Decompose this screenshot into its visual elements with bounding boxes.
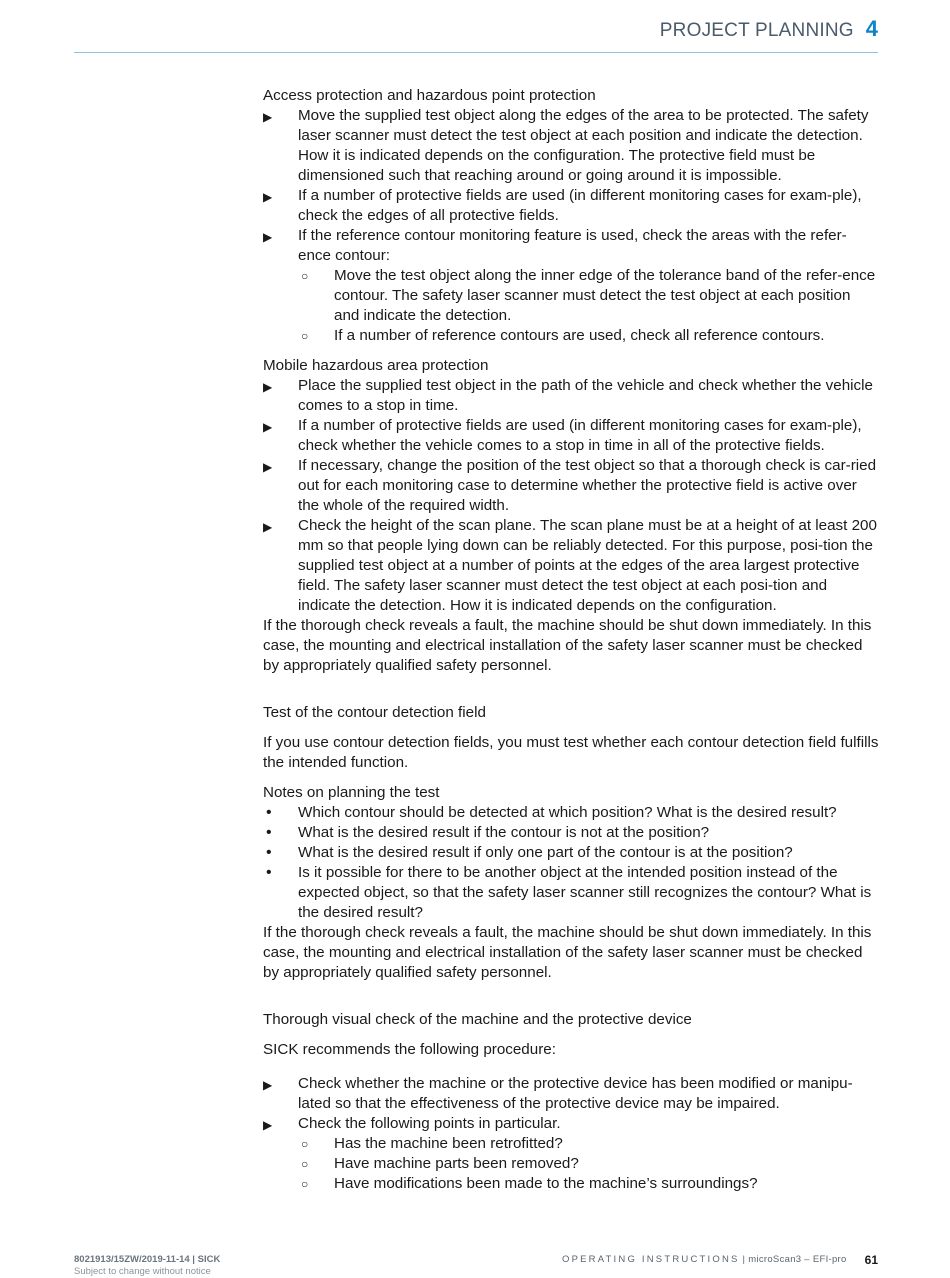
sub-list-item xyxy=(298,326,879,346)
list-item xyxy=(263,226,879,346)
mobile-protection-label: Mobile hazardous area protection xyxy=(263,357,489,374)
list-item-text: Which contour should be detected at which position? What is the desired result? xyxy=(298,804,837,821)
sub-list-item xyxy=(298,266,879,326)
chapter-number: 4 xyxy=(865,16,878,41)
triangle-bullet-icon: ▶ xyxy=(263,420,273,434)
sub-list-item xyxy=(298,1174,879,1194)
sub-list-item xyxy=(298,1134,879,1154)
list-item-text: Have machine parts been removed? xyxy=(334,1155,579,1172)
list-item-text: If the reference contour monitoring feature is used, check the areas with the refer-ence contour: xyxy=(298,227,847,264)
list-item xyxy=(263,1074,879,1114)
main-content xyxy=(263,86,879,1194)
contour-section-heading: Test of the contour detection field xyxy=(263,704,486,721)
visual-check-heading: Thorough visual check of the machine and the protective device xyxy=(263,1011,692,1028)
list-item-text: If necessary, change the position of the test object so that a thorough check is car-ried out for each monitoring case to determine whether the protective field is active over the whole of the required width. xyxy=(298,457,877,514)
contour-intro: If you use contour detection fields, you must test whether each contour detection field fulfills the intended function. xyxy=(263,734,879,771)
triangle-bullet-icon: ▶ xyxy=(263,190,273,204)
list-item-text: Have modifications been made to the machine’s surroundings? xyxy=(334,1175,758,1192)
points-sublist xyxy=(298,1134,879,1194)
list-item-text: What is the desired result if only one part of the contour is at the position? xyxy=(298,844,793,861)
list-item xyxy=(263,186,879,226)
triangle-bullet-icon: ▶ xyxy=(263,1078,273,1092)
list-item-text: Is it possible for there to be another object at the intended position instead of the expected object, so that the safety laser scanner still recognizes the contour? What is the desired result? xyxy=(298,864,872,921)
circle-bullet-icon: ○ xyxy=(301,269,309,283)
list-item-text: Place the supplied test object in the path of the vehicle and check whether the vehicle comes to a stop in time. xyxy=(298,377,873,414)
triangle-bullet-icon: ▶ xyxy=(263,460,273,474)
access-protection-label: Access protection and hazardous point protection xyxy=(263,87,596,104)
mobile-protection-list xyxy=(263,376,879,616)
list-item-text: Move the test object along the inner edge of the tolerance band of the refer-ence contour. The safety laser scanner must detect the test object at each position and indicate the detection. xyxy=(334,267,876,324)
list-item-text: Move the supplied test object along the edges of the area to be protected. The safety laser scanner must detect the test object at each position and indicate the detection. How it is indicated depends on the configuration. The protective field must be dimensioned such that reaching around or going around it is impossible. xyxy=(298,107,869,184)
footer-doc-info xyxy=(74,1254,220,1278)
list-item xyxy=(263,863,879,923)
sub-list-item xyxy=(298,1154,879,1174)
list-item-text: If a number of reference contours are used, check all reference contours. xyxy=(334,327,825,344)
header-chapter xyxy=(660,16,878,42)
notes-list xyxy=(263,803,879,923)
list-item-text: Check the height of the scan plane. The scan plane must be at a height of at least 200 mm so that people lying down can be reliably detected. For this purpose, posi-tion the supplied test object at a number of points at the edges of the area largest protective field. The safety laser scanner must detect the test object at each posi-tion and indicate the detection. How it is indicated depends on the configuration. xyxy=(298,517,877,614)
triangle-bullet-icon: ▶ xyxy=(263,520,273,534)
list-item-text: What is the desired result if the contour is not at the position? xyxy=(298,824,710,841)
access-protection-list xyxy=(263,106,879,346)
triangle-bullet-icon: ▶ xyxy=(263,230,273,244)
change-notice: Subject to change without notice xyxy=(74,1266,211,1277)
list-item xyxy=(263,516,879,616)
list-item xyxy=(263,823,879,843)
fault-paragraph: If the thorough check reveals a fault, the machine should be shut down immediately. In this case, the mounting and electrical installation of the safety laser scanner must be checked by appropriately qualified safety personnel. xyxy=(263,924,872,981)
page-number: 61 xyxy=(864,1253,878,1267)
triangle-bullet-icon: ▶ xyxy=(263,1118,273,1132)
dot-bullet-icon: • xyxy=(266,844,272,861)
notes-label: Notes on planning the test xyxy=(263,784,440,801)
list-item-text: Check the following points in particular. xyxy=(298,1115,561,1132)
dot-bullet-icon: • xyxy=(266,864,272,881)
list-item-text: If a number of protective fields are used (in different monitoring cases for exam-ple), check the edges of all protective fields. xyxy=(298,187,862,224)
dot-bullet-icon: • xyxy=(266,804,272,821)
fault-paragraph: If the thorough check reveals a fault, the machine should be shut down immediately. In this case, the mounting and electrical installation of the safety laser scanner must be checked by appropriately qualified safety personnel. xyxy=(263,617,872,674)
list-item xyxy=(263,376,879,416)
list-item xyxy=(263,803,879,823)
list-item xyxy=(263,416,879,456)
list-item xyxy=(263,843,879,863)
list-item xyxy=(263,456,879,516)
list-item xyxy=(263,1114,879,1194)
triangle-bullet-icon: ▶ xyxy=(263,110,273,124)
circle-bullet-icon: ○ xyxy=(301,1177,309,1191)
triangle-bullet-icon: ▶ xyxy=(263,380,273,394)
document-code: 8021913/15ZW/2019-11-14 | SICK xyxy=(74,1254,221,1265)
product-name: | microScan3 – EFI-pro xyxy=(742,1254,847,1265)
chapter-title: PROJECT PLANNING xyxy=(659,20,854,41)
list-item-text: Has the machine been retrofitted? xyxy=(334,1135,563,1152)
operating-instructions-label: OPERATING INSTRUCTIONS xyxy=(562,1254,740,1265)
reference-contour-sublist xyxy=(298,266,879,346)
page-header xyxy=(74,14,878,53)
circle-bullet-icon: ○ xyxy=(301,329,309,343)
list-item-text: Check whether the machine or the protective device has been modified or manipu-lated so that the effectiveness of the protective device may be impaired. xyxy=(298,1075,853,1112)
list-item-text: If a number of protective fields are used (in different monitoring cases for exam-ple), check whether the vehicle comes to a stop in time in all of the protective fields. xyxy=(298,417,862,454)
dot-bullet-icon: • xyxy=(266,824,272,841)
visual-check-intro: SICK recommends the following procedure: xyxy=(263,1041,556,1058)
visual-check-list xyxy=(263,1074,879,1194)
footer-doc-title xyxy=(562,1254,847,1265)
circle-bullet-icon: ○ xyxy=(301,1157,309,1171)
circle-bullet-icon: ○ xyxy=(301,1137,309,1151)
list-item xyxy=(263,106,879,186)
